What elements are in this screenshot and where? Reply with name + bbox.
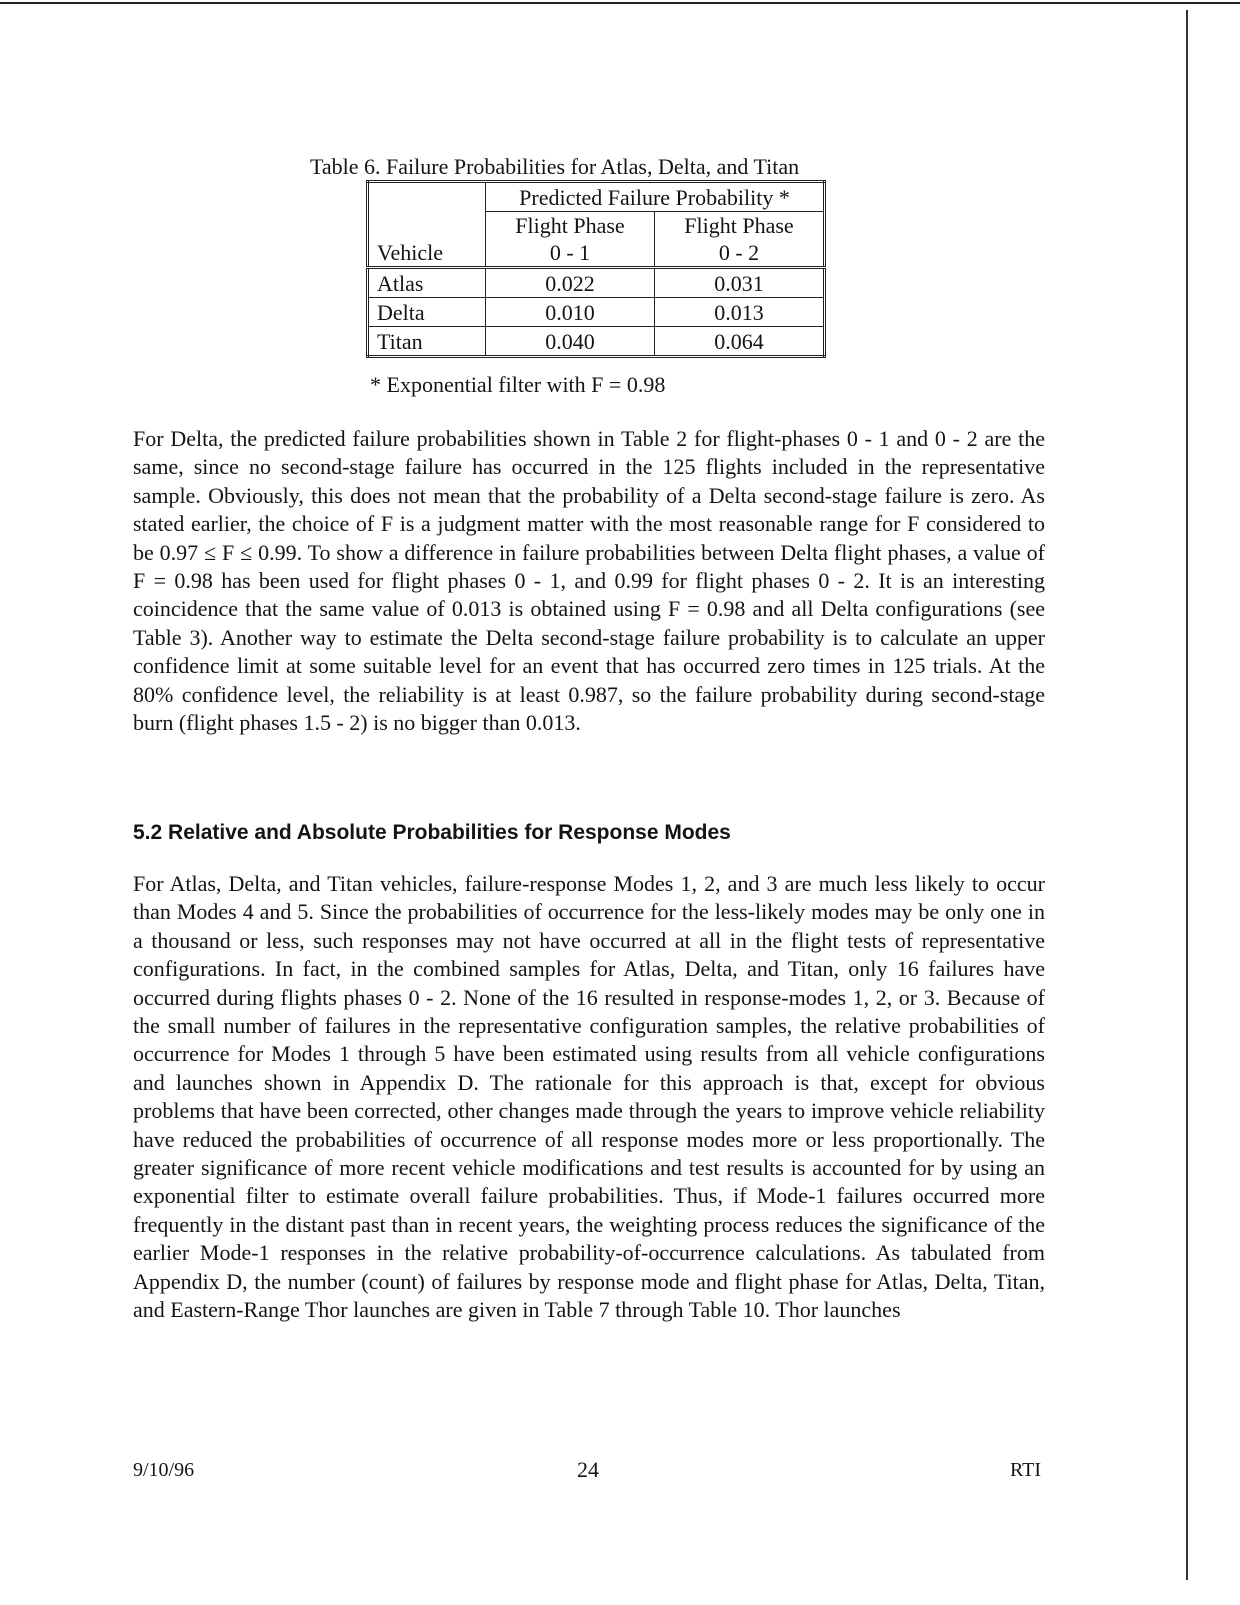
footer-org: RTI (1010, 1459, 1042, 1481)
header-group-cell: Predicted Failure Probability * (486, 182, 825, 212)
table-row (368, 298, 825, 327)
row-vehicle: Atlas (368, 268, 486, 298)
row-phase-0-1: 0.040 (486, 327, 655, 357)
row-vehicle: Titan (368, 327, 486, 357)
top-border-line (0, 2, 1240, 4)
row-phase-0-2: 0.064 (655, 327, 825, 357)
table-footnote: * Exponential filter with F = 0.98 (370, 372, 666, 397)
row-vehicle: Delta (368, 298, 486, 327)
row-phase-0-2: 0.013 (655, 298, 825, 327)
paragraph-response-modes: For Atlas, Delta, and Titan vehicles, failure-response Modes 1, 2, and 3 are much less likely to occur than Modes 4 and 5. Since the probabilities of occurrence for the less-likely modes may be only one in a thousand or less, such responses may not have occurred at all in the flight tests of representative configurations. In fact, in the combined samples for Atlas, Delta, and Titan, only 16 failures have occurred during flights phases 0 - 2. None of the 16 resulted in response-modes 1, 2, or 3. Because of the small number of failures in the representative configuration samples, the relative probabilities of occurrence for Modes 1 through 5 have been estimated using results from all vehicle configurations and launches shown in Appendix D. The rationale for this approach is that, except for obvious problems that have been corrected, other changes made through the years to improve vehicle reliability have reduced the probabilities of occurrence of all response modes more or less proportionally. The greater significance of more recent vehicle modifications and test results is accounted for by using an exponential filter to estimate overall failure probabilities. Thus, if Mode-1 failures occurred more frequently in the distant past than in recent years, the weighting process reduces the significance of the earlier Mode-1 responses in the relative probability-of-occurrence calculations. As tabulated from Appendix D, the number (count) of failures by response mode and flight phase for Atlas, Delta, Titan, and Eastern-Range Thor launches are given in Table 7 through Table 10. Thor launches (133, 871, 1045, 1323)
header-phase-0-1-line1: Flight Phase (515, 213, 625, 238)
table-row (368, 268, 825, 298)
header-blank-cell (368, 182, 486, 212)
header-phase-0-1 (486, 212, 655, 268)
header-phase-0-2-line2: 0 - 2 (718, 240, 760, 265)
table-caption: Table 6. Failure Probabilities for Atlas, Delta, and Titan (310, 154, 800, 179)
row-phase-0-1: 0.010 (486, 298, 655, 327)
footer-page-number: 24 (577, 1457, 599, 1482)
row-phase-0-1: 0.022 (486, 268, 655, 298)
failure-probability-table (366, 180, 826, 358)
header-phase-0-2 (655, 212, 825, 268)
table-subheader-row (368, 212, 825, 268)
table-row (368, 327, 825, 357)
table-header-row (368, 182, 825, 212)
header-vehicle: Vehicle (368, 212, 486, 268)
section-heading: 5.2 Relative and Absolute Probabilities for Response Modes (133, 821, 731, 844)
row-phase-0-2: 0.031 (655, 268, 825, 298)
right-margin-line (1186, 10, 1188, 1580)
paragraph-delta: For Delta, the predicted failure probabilities shown in Table 2 for flight-phases 0 - 1 and 0 - 2 are the same, since no second-stage failure has occurred in the 125 flights included in the representative sample. Obviously, this does not mean that the probability of a Delta second-stage failure is zero. As stated earlier, the choice of F is a judgment matter with the most reasonable range for F considered to be 0.97 ≤ F ≤ 0.99. To show a difference in failure probabilities between Delta flight phases, a value of F = 0.98 has been used for flight phases 0 - 1, and 0.99 for flight phases 0 - 2. It is an interesting coincidence that the same value of 0.013 is obtained using F = 0.98 and all Delta configurations (see Table 3). Another way to estimate the Delta second-stage failure probability is to calculate an upper confidence limit at some suitable level for an event that has occurred zero times in 125 trials. At the 80% confidence level, the reliability is at least 0.987, so the failure probability during second-stage burn (flight phases 1.5 - 2) is no bigger than 0.013. (133, 426, 1045, 736)
header-phase-0-2-line1: Flight Phase (684, 213, 794, 238)
footer-date: 9/10/96 (133, 1459, 195, 1481)
header-phase-0-1-line2: 0 - 1 (549, 240, 591, 265)
